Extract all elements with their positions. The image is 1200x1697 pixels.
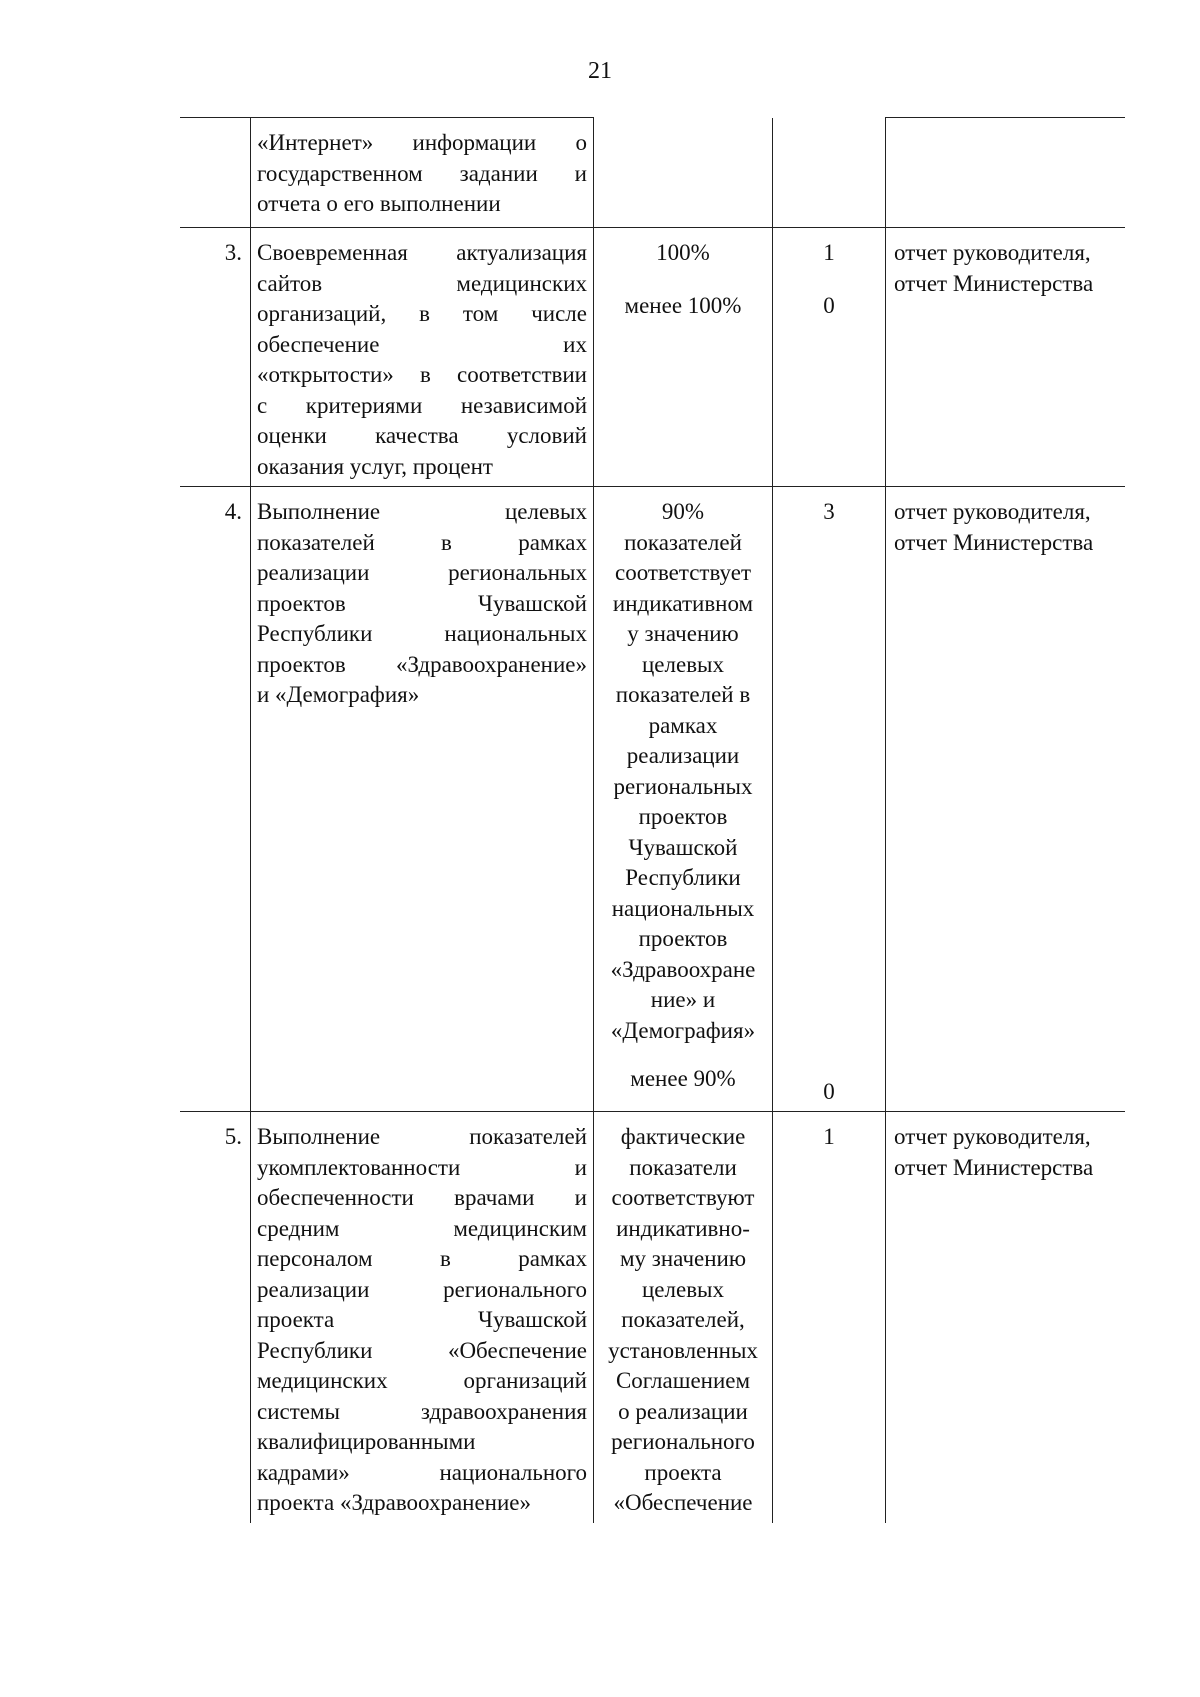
desc-line: реализации регионального [257, 1276, 587, 1302]
value-text: о реализации [618, 1398, 748, 1424]
desc-line: с критериями независимой [257, 392, 587, 418]
value-text: показателей [624, 529, 742, 555]
desc-line: укомплектованности и [257, 1154, 587, 1180]
desc-line: отчета о его выполнении [257, 191, 501, 216]
row-source-cell: отчет руководителя, отчет Министерства [886, 487, 1126, 1112]
row-score-cell [773, 1112, 886, 1523]
desc-line: реализации региональных [257, 560, 587, 585]
value-text: целевых [641, 1276, 725, 1302]
value-text: Соглашением [615, 1368, 751, 1393]
value-text: показателей в [615, 682, 751, 707]
value-text: фактические [620, 1124, 746, 1149]
row-description-cell [251, 118, 594, 228]
desc-line: Республики национальных [257, 621, 587, 646]
desc-line: обеспечение их [257, 331, 587, 357]
value-text: соответствуют [611, 1185, 755, 1210]
row-value-cell [594, 1112, 773, 1523]
desc-line: Республики «Обеспечение [257, 1337, 587, 1363]
desc-line: Выполнение целевых [257, 499, 587, 524]
row-number-cell: 3. [180, 228, 251, 487]
row-number-cell [180, 118, 251, 228]
table-row [180, 487, 1125, 1112]
desc-line: «открытости» в соответствии [257, 362, 587, 387]
row-value-cell [594, 228, 773, 487]
value-text: установленных [608, 1337, 758, 1363]
desc-line: проектов «Здравоохранение» [257, 651, 587, 677]
score-text: 0 [823, 292, 835, 318]
value-text: менее 90% [630, 1066, 736, 1091]
value-text: национальных [611, 895, 755, 921]
row-description-cell [251, 487, 594, 1112]
table-row [180, 118, 1125, 228]
value-text: 100% [656, 240, 710, 265]
value-text: 90% [661, 499, 705, 524]
page-number: 21 [588, 58, 612, 84]
row-description-cell [251, 228, 594, 487]
desc-line: проекта Чувашской [257, 1307, 587, 1332]
desc-line: квалифицированными [257, 1429, 476, 1454]
desc-line: организаций, в том числе [257, 301, 587, 326]
table-row [180, 1112, 1125, 1523]
desc-line: проектов Чувашской [257, 590, 587, 616]
desc-line: и «Демография» [257, 682, 420, 707]
score-text: 3 [823, 499, 835, 524]
value-text: «Обеспечение [613, 1490, 753, 1515]
row-source-cell: отчет руководителя, отчет Министерства [886, 1112, 1126, 1523]
value-text: «Здравоохране [610, 956, 756, 982]
criteria-table [180, 117, 1125, 1523]
value-text: соответствует [614, 560, 751, 585]
value-text: индикативно- [616, 1215, 750, 1241]
value-text: му значению [619, 1246, 747, 1271]
value-text: региональных [613, 773, 753, 799]
row-score-cell [773, 118, 886, 228]
row-score-cell [773, 487, 886, 1112]
desc-line: персоналом в рамках [257, 1246, 587, 1271]
value-text: регионального [611, 1429, 755, 1454]
desc-line: кадрами» национального [257, 1459, 587, 1485]
value-text: показатели [629, 1154, 737, 1180]
value-text: показателей, [621, 1307, 745, 1332]
value-text: целевых [641, 651, 725, 677]
value-text: у значению [627, 621, 739, 646]
desc-line: системы здравоохранения [257, 1398, 587, 1424]
desc-line: медицинских организаций [257, 1368, 587, 1393]
desc-line: оказания услуг, процент [257, 453, 493, 479]
value-text: «Демография» [610, 1017, 756, 1043]
row-source-cell: отчет руководителя, отчет Министерства [886, 228, 1126, 487]
value-text: проектов [638, 804, 728, 829]
desc-line: Выполнение показателей [257, 1124, 587, 1149]
value-text: проектов [638, 926, 728, 951]
score-text: 0 [823, 1078, 835, 1104]
value-text: Республики [625, 865, 741, 890]
value-text: менее 100% [624, 292, 742, 318]
row-value-cell [594, 487, 773, 1112]
desc-line: сайтов медицинских [257, 270, 587, 296]
desc-line: оценки качества условий [257, 423, 587, 448]
value-text: Чувашской [628, 834, 738, 860]
value-text: проекта [644, 1459, 722, 1485]
table-row [180, 228, 1125, 487]
value-text: ние» и [650, 987, 716, 1012]
value-text: рамках [648, 712, 718, 738]
desc-line: обеспеченности врачами и [257, 1185, 587, 1210]
desc-line: показателей в рамках [257, 529, 587, 555]
desc-line: «Интернет» информации о [257, 130, 587, 155]
row-source-cell [886, 118, 1126, 228]
row-description-cell [251, 1112, 594, 1523]
desc-line: Своевременная актуализация [257, 240, 587, 265]
row-number-cell: 4. [180, 487, 251, 1112]
score-text: 1 [823, 1124, 835, 1149]
score-text: 1 [823, 240, 835, 265]
desc-line: средним медицинским [257, 1215, 587, 1241]
value-text: реализации [626, 743, 740, 768]
row-value-cell [594, 118, 773, 228]
row-number-cell: 5. [180, 1112, 251, 1523]
row-score-cell [773, 228, 886, 487]
desc-line: государственном задании и [257, 160, 587, 186]
value-text: индикативном [612, 590, 754, 616]
desc-line: проекта «Здравоохранение» [257, 1490, 532, 1515]
